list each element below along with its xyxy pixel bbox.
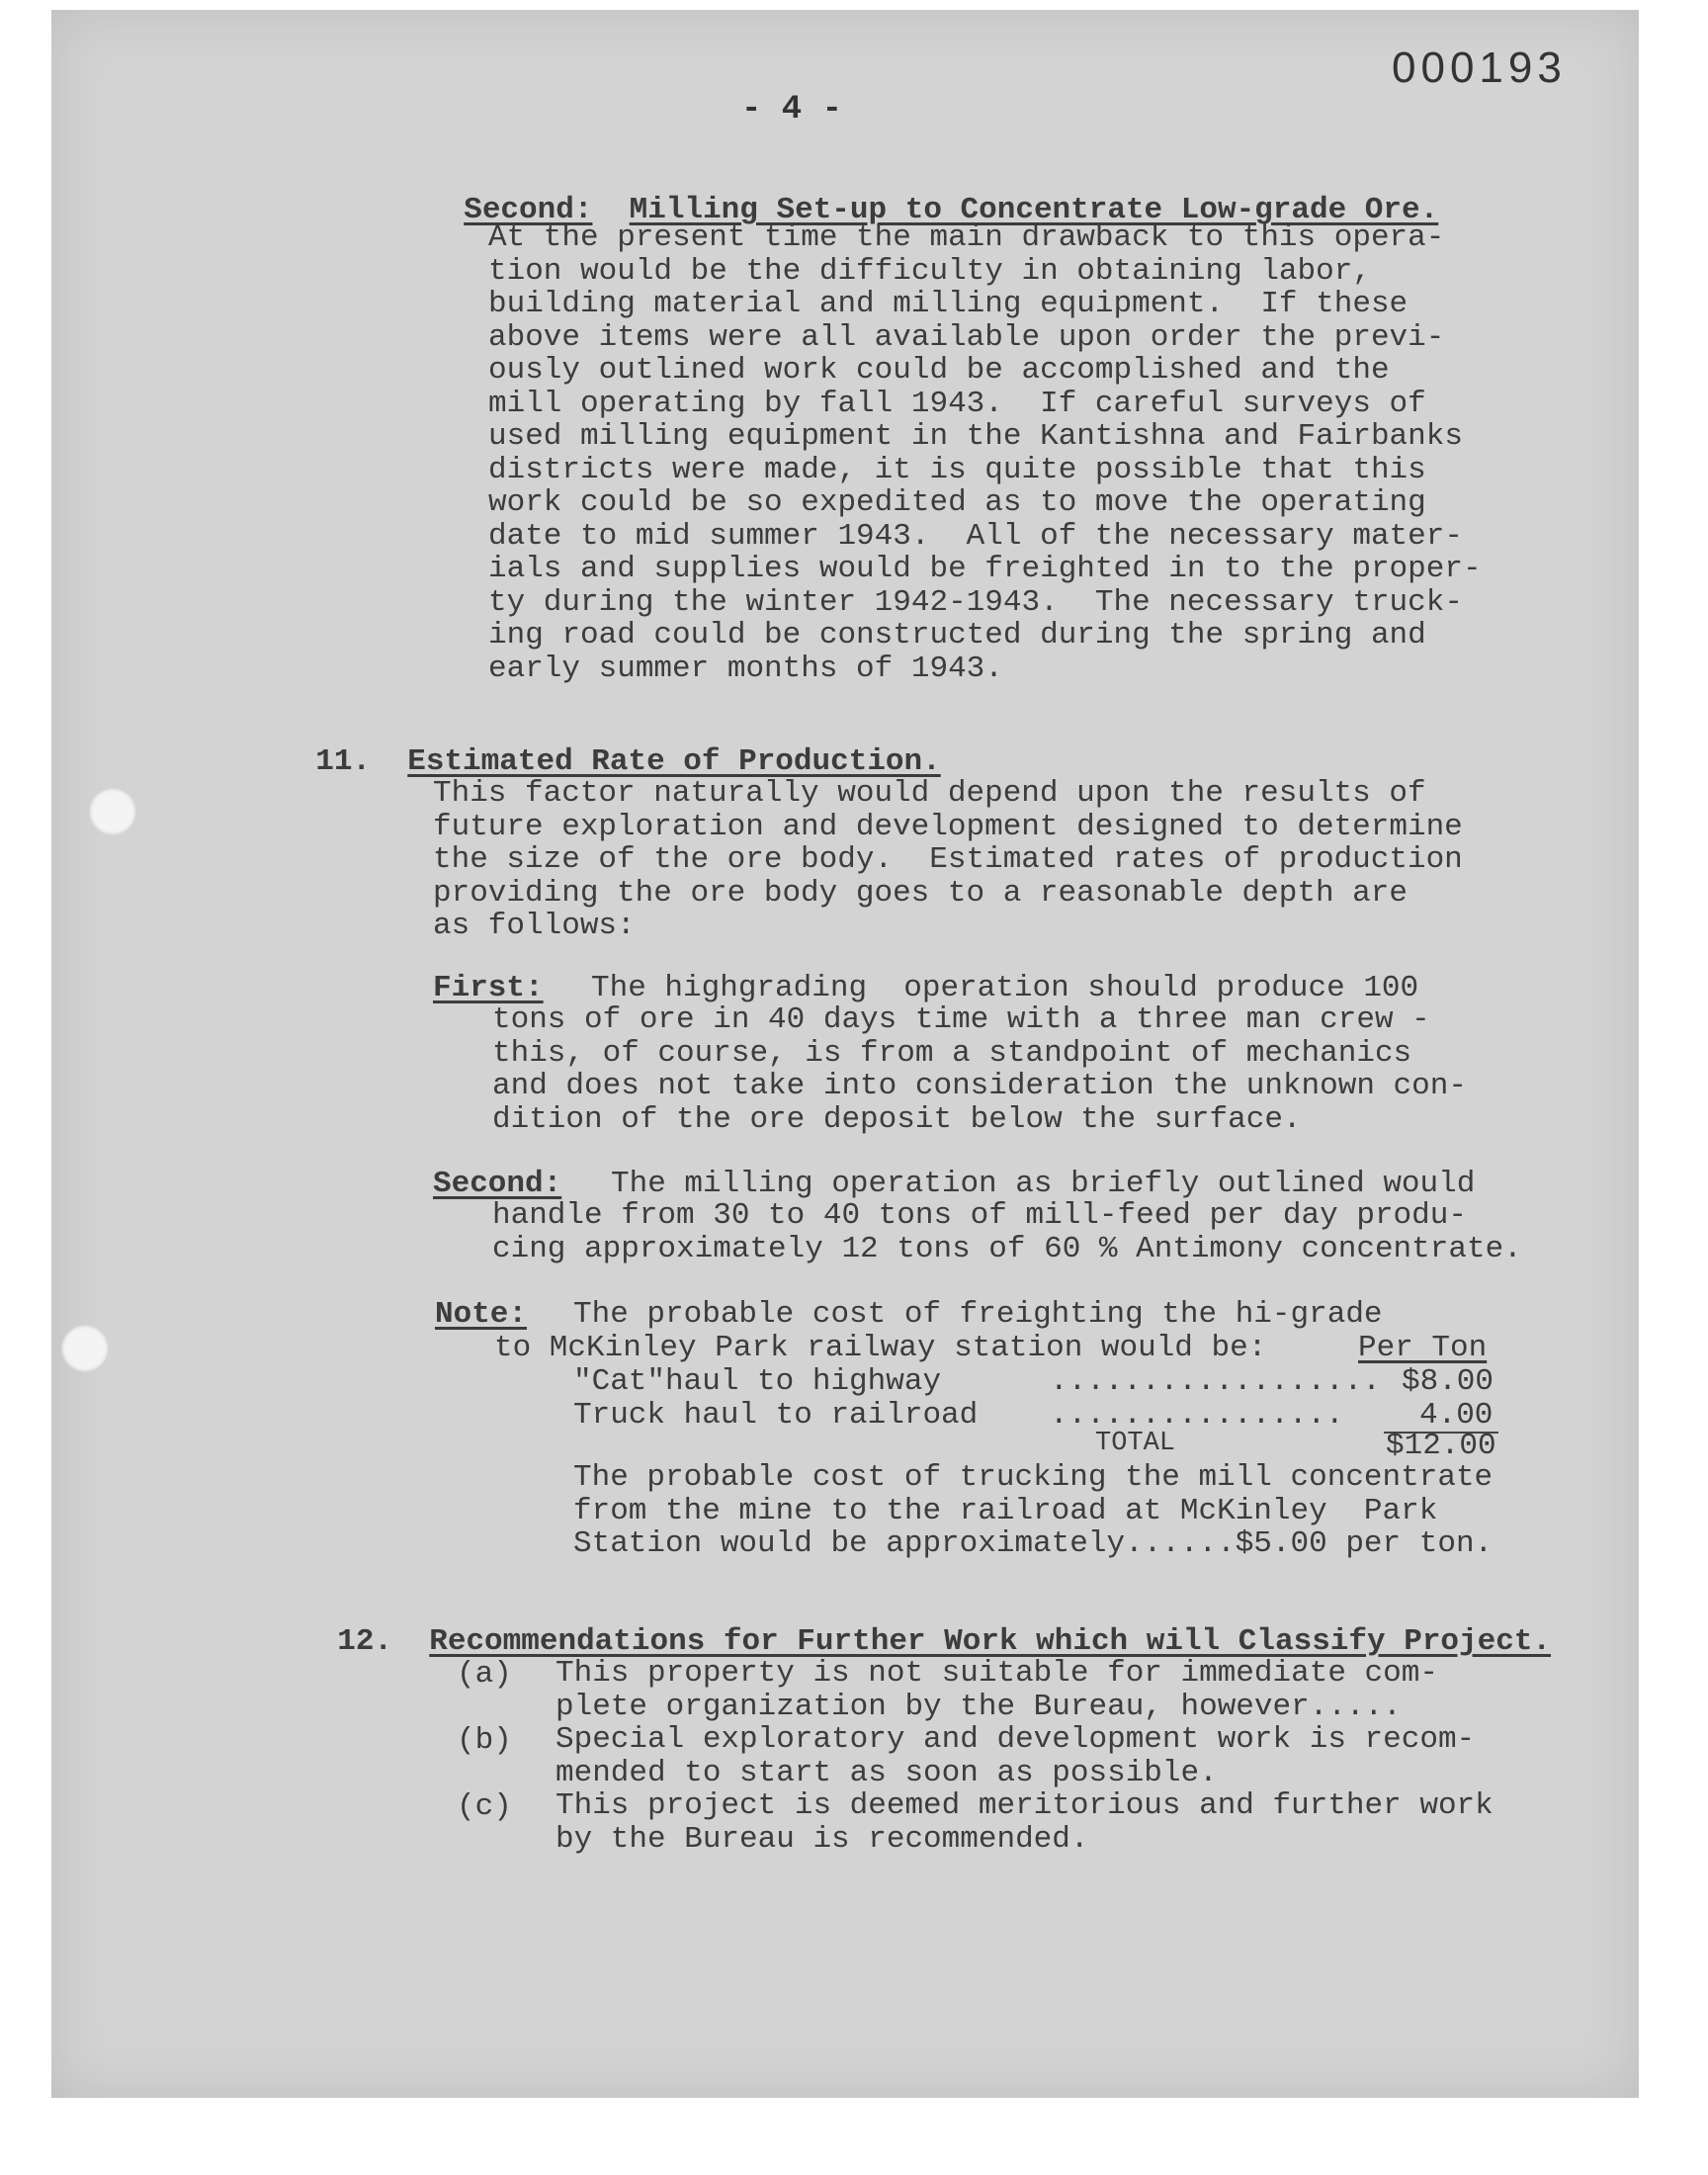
recommendation-item — [555, 1723, 1475, 1789]
paragraph-line: This project is deemed meritorious and further work — [555, 1788, 1494, 1823]
note-line: The probable cost of freighting the hi-grade — [573, 1297, 1383, 1332]
punch-hole — [89, 788, 136, 835]
paragraph-line: by the Bureau is recommended. — [555, 1821, 1089, 1857]
item-marker: (c) — [457, 1789, 512, 1824]
paragraph-line: mended to start as soon as possible. — [555, 1755, 1218, 1790]
cost-amount: 4.00 — [1419, 1398, 1494, 1433]
item-marker: (b) — [457, 1723, 512, 1758]
second-line: The milling operation as briefly outlined would — [611, 1167, 1476, 1201]
cost-item: "Cat"haul to highway — [573, 1364, 942, 1399]
recommendation-item — [555, 1789, 1494, 1856]
paragraph-line: this, of course, is from a standpoint of mechanics — [492, 1035, 1412, 1071]
page-number: - 4 - — [741, 91, 843, 129]
cost-leader-dots: .................. — [1050, 1364, 1381, 1399]
cost-amount: $8.00 — [1402, 1364, 1494, 1399]
paragraph-line: cing approximately 12 tons of 60 % Antimony concentrate. — [492, 1231, 1522, 1266]
cost-leader-dots: ................ — [1050, 1398, 1344, 1433]
section-11-intro — [433, 777, 1463, 943]
paragraph-line: future exploration and development designed to determine — [433, 809, 1463, 844]
paragraph-line: ously outlined work could be accomplished and the — [488, 353, 1390, 388]
paragraph-line: the size of the ore body. Estimated rates of production — [433, 842, 1463, 877]
cost-column-header: Per Ton — [1358, 1331, 1488, 1365]
paragraph-line: ials and supplies would be freighted in to the proper- — [488, 552, 1482, 586]
paragraph-line: used milling equipment in the Kantishna and Fairbanks — [488, 419, 1463, 454]
paragraph-line: The probable cost of trucking the mill concentrate — [573, 1460, 1494, 1495]
section-title: Estimated Rate of Production. — [407, 744, 941, 779]
section-12-heading — [300, 1590, 1551, 1659]
paragraph-line: At the present time the main drawback to this opera- — [488, 220, 1445, 255]
second-label: Second: — [433, 1167, 562, 1201]
paragraph-line: Special exploratory and development work is recom- — [555, 1722, 1476, 1757]
total-amount: $12.00 — [1386, 1429, 1496, 1463]
first-label: First: — [433, 971, 544, 1005]
item-marker: (a) — [457, 1657, 512, 1692]
recommendation-item — [555, 1657, 1438, 1723]
second-paragraph — [492, 1199, 1522, 1265]
paragraph-line: ty during the winter 1942-1943. The necessary truck- — [488, 584, 1463, 620]
second-body-paragraph — [488, 221, 1482, 685]
first-line: The highgrading operation should produce 100 — [591, 971, 1419, 1005]
section-11-heading — [279, 710, 941, 779]
paragraph-line: ing road could be constructed during the spring and — [488, 618, 1426, 652]
section-title: Recommendations for Further Work which will Classify Project. — [429, 1624, 1552, 1659]
paragraph-line: date to mid summer 1943. All of the necessary mater- — [488, 518, 1463, 554]
second-heading-label: Second: — [464, 193, 593, 227]
document-number-stamp: 000193 — [1392, 44, 1567, 92]
paragraph-line: tion would be the difficulty in obtaining labor, — [488, 253, 1371, 289]
trucking-paragraph — [573, 1461, 1493, 1561]
paragraph-line: This factor naturally would depend upon the results of — [433, 776, 1426, 811]
note-line: to McKinley Park railway station would be: — [494, 1331, 1267, 1365]
paragraph-line: building material and milling equipment. If these — [488, 287, 1409, 321]
punch-hole — [61, 1325, 109, 1372]
paragraph-line: mill operating by fall 1943. If careful surveys of — [488, 386, 1426, 421]
second-heading — [427, 158, 1438, 227]
second-heading-title: Milling Set-up to Concentrate Low-grade Ore. — [629, 193, 1439, 227]
section-number: 12. — [337, 1624, 393, 1659]
section-number: 11. — [315, 744, 372, 779]
paragraph-line: from the mine to the railroad at McKinley Park — [573, 1493, 1438, 1528]
paragraph-line: as follows: — [433, 909, 636, 943]
paragraph-line: early summer months of 1943. — [488, 651, 1003, 686]
total-label: TOTAL — [1095, 1429, 1176, 1458]
paragraph-line: handle from 30 to 40 tons of mill-feed per day produ- — [492, 1198, 1467, 1233]
note-label: Note: — [435, 1297, 528, 1332]
paragraph-line: work could be so expedited as to move the operating — [488, 485, 1426, 520]
paragraph-line: above items were all available upon order the previ- — [488, 319, 1445, 355]
page-margin — [0, 2098, 1708, 2175]
paragraph-line: tons of ore in 40 days time with a three man crew - — [492, 1002, 1430, 1037]
first-paragraph — [492, 1003, 1467, 1136]
paragraph-line: dition of the ore deposit below the surface. — [492, 1101, 1302, 1137]
paragraph-line: This property is not suitable for immediate com- — [555, 1656, 1438, 1691]
paragraph-line: plete organization by the Bureau, however..... — [555, 1689, 1402, 1724]
paragraph-line: Station would be approximately......$5.00 per ton. — [573, 1526, 1494, 1561]
paragraph-line: providing the ore body goes to a reasonable depth are — [433, 875, 1408, 911]
cost-item: Truck haul to railroad — [573, 1398, 979, 1433]
paragraph-line: districts were made, it is quite possible that this — [488, 452, 1426, 487]
paragraph-line: and does not take into consideration the unknown con- — [492, 1069, 1467, 1103]
